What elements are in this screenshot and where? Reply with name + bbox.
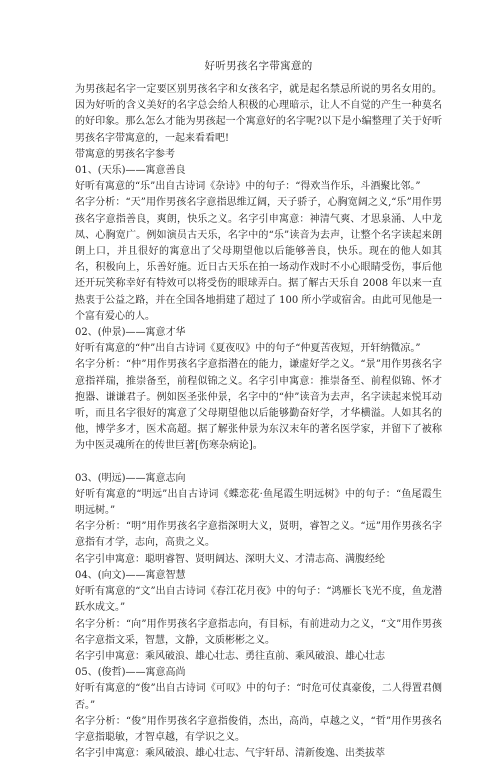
section-heading: 带寓意的男孩名字参考 [75,148,175,160]
entry-4-source: 好听有寓意的“文”出自古诗词《春江花月夜》中的句子：“鸿雁长飞光不度，鱼龙潜跃水成文。” [75,586,442,614]
entry-1-source: 好听有寓意的“乐”出自古诗词《杂诗》中的句子：“得欢当作乐，斗酒聚比邻。” [75,181,421,193]
entry-1-heading: 01、(天乐)——寓意善良 [75,165,186,177]
entry-3-source: 好听有寓意的“明远”出自古诗词《蝶恋花·鱼尾霞生明远树》中的句子：“鱼尾霞生明远树。” [75,488,442,517]
entry-4-heading: 04、(向文)——寓意智慧 [75,569,186,581]
entry-5-meaning: 名字引申寓意：乘风破浪、雄心壮志、气宇轩昂、清新俊逸、出类拔萃 [75,748,385,760]
entry-4-meaning: 名字引申寓意：乘风破浪、雄心壮志、勇往直前、乘风破浪、雄心壮志 [75,650,385,662]
entry-2-analysis: 名字分析：“仲”用作男孩名字意指潜在的能力，谦虚好学之义。“景”用作男孩名字意指祥瑞，推崇备至，前程似锦之义。名字引申寓意：推崇备至、前程似锦、怀才抱器、谦谦君子。例如医圣张仲景，名字中的“仲”读音为去声，名字读起来悦耳动听，而且名字很好的寓意了父母期望他以后能够勤奋好学，才华横溢。人如其名的他，博学多才，医术高超。据了解张仲景为东汉末年的著名医学家，并留下了被称为中医灵魂所在的传世巨著[伤寒杂病论]。 [75,359,442,452]
entry-4-analysis: 名字分析：“向”用作男孩名字意指志向，有目标，有前进动力之义，“文”用作男孩名字意指文采，智慧，文静，文质彬彬之义。 [75,618,442,646]
entry-5-source: 好听有寓意的“俊”出自古诗词《可叹》中的句子：“时危可仗真豪俊，二人得置君侧否。” [75,683,442,711]
document-title: 好听男孩名字带寓意的 [204,60,313,72]
entry-3-heading: 03、(明远)——寓意志向 [75,472,186,484]
intro-paragraph: 为男孩起名字一定要区别男孩名字和女孩名字，就是起名禁忌所说的男名女用的。因为好听的含义美好的名字总会给人积极的心理暗示，让人不自觉的产生一种莫名的好印象。那么怎么才能为男孩起一个寓意好的名字呢?以下是小编整理了关于好听男孩名字带寓意的，一起来看看吧! [75,84,442,144]
entry-2-heading: 02、(仲景)——寓意才华 [75,327,186,339]
entry-3-analysis: 名字分析：“明”用作男孩名字意指深明大义，贤明，睿智之义。“远”用作男孩名字意指有才学，志向，高贵之义。 [75,521,442,549]
entry-2-source: 好听有寓意的“仲”出自古诗词《夏夜叹》中的句子“仲夏苦夜短，开轩纳微凉。” [75,343,421,355]
entry-5-heading: 05、(俊哲)——寓意高尚 [75,667,186,679]
entry-1-analysis: 名字分析：“天”用作男孩名字意指思维辽阔，天子骄子，心胸宽阔之义,“乐”用作男孩名字意指善良，爽朗，快乐之义。名字引申寓意：神清气爽、才思泉涌、人中龙凤、心胸宽广。例如演员古天乐，名字中的“乐”读音为去声，让整个名字读起来朗朗上口，并且很好的寓意出了父母期望他以后能够善良，快乐。现在的他人如其名，积极向上，乐善好施。近日古天乐在拍一场动作戏时不小心眼睛受伤，事后他还开玩笑称幸好有特效可以将受伤的眼球弄白。据了解古天乐自 2008 年以来一直热衷于公益之路，并在全国各地捐建了超过了 100 所小学或宿舍。由此可见他是一个富有爱心的人。 [75,197,442,322]
entry-5-analysis: 名字分析：“俊”用作男孩名字意指俊俏，杰出，高尚，卓越之义，“哲”用作男孩名字意指聪敏，才智卓越，有学识之义。 [75,715,442,743]
entry-3-meaning: 名字引申寓意：聪明睿智、贤明阔达、深明大义、才清志高、满腹经纶 [75,553,385,565]
paragraph-gap [75,455,442,471]
